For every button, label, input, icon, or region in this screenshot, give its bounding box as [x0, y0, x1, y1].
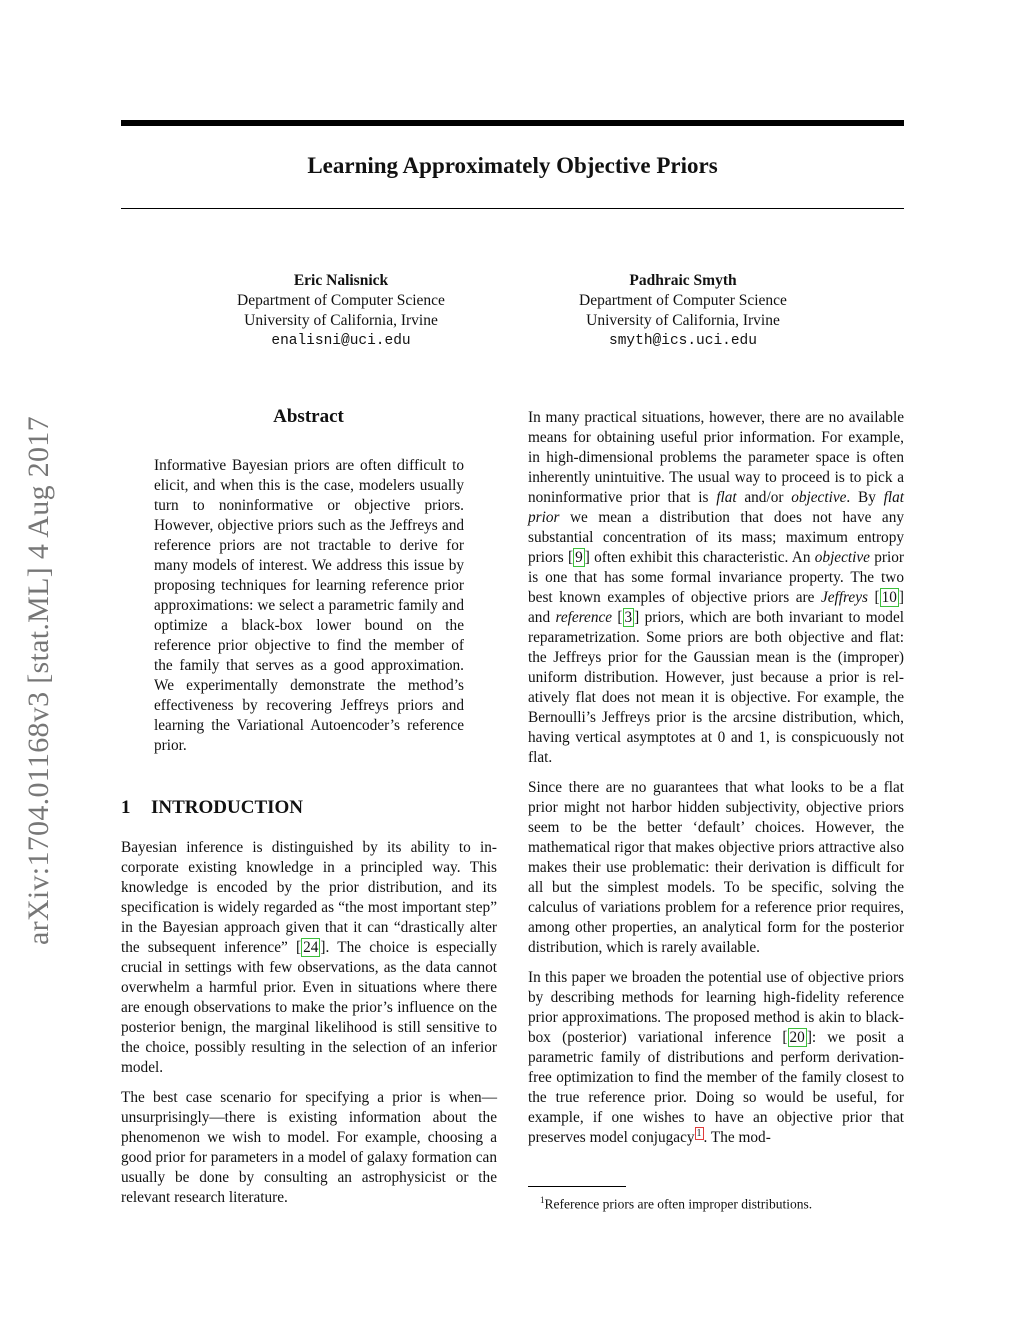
text-run: [ [867, 589, 880, 606]
emphasis: flat [716, 489, 737, 506]
section-title: INTRODUCTION [151, 797, 304, 818]
author-block-2 [533, 271, 833, 351]
text-run: . The mod- [703, 1129, 771, 1146]
emphasis: reference [555, 609, 613, 626]
intro-paragraph-4: Since there are no guarantees that what looks to be a flat prior might not harbor hidden subjectivity, objective priors seem to be the better ‘default’ choices. However, the mathematical rigor that makes objective priors attractive also makes their use problematic: their derivation is difficult for all but the simplest models. To be specific, solving the calculus of variations problem for a reference prior requires, among other properties, an analytical form for the posterior distribution, which is rarely available. [528, 779, 904, 956]
text-run: and/or [736, 489, 792, 506]
author-university: University of California, Irvine [586, 312, 780, 329]
author-email[interactable]: smyth@ics.uci.edu [609, 333, 757, 349]
author-name: Padhraic Smyth [629, 272, 737, 289]
section-heading [121, 795, 496, 821]
author-department: Department of Computer Science [579, 292, 787, 309]
footnote-link[interactable]: 1 [696, 1127, 702, 1139]
paper-title: Learning Approximately Objective Priors [307, 153, 718, 178]
text-run: Bayesian inference is distinguished by its ability to incorporate existing knowledge in a principled way. This knowledge is encoded by the prior distribution, and its specification is widely regarded as “the most important step” in the Bayesian approach given that it can “drastically alter the subsequent inference” [ [121, 839, 497, 956]
intro-paragraph-3 [528, 408, 904, 768]
author-department: Department of Computer Science [237, 292, 445, 309]
left-column [121, 838, 497, 1218]
citation-link[interactable]: 20 [789, 1029, 805, 1046]
emphasis: objective [791, 489, 847, 506]
text-run: . By [846, 489, 884, 506]
emphasis: Jeffreys [820, 589, 868, 606]
citation-link[interactable]: 3 [624, 609, 633, 626]
citation-link[interactable]: 9 [575, 549, 583, 566]
citation-link[interactable]: 24 [303, 939, 319, 956]
title-top-rule [121, 120, 904, 126]
text-run: ] priors, which are both invariant to model reparametrization. Some priors are both objective and flat: the Jeffreys prior for the Gaussian mean is the (improper) uniform distribution. However, just because a prior is relatively flat does not mean it is objective. For example, the Bernoulli’s Jeffreys prior is the arcsine distribution, which, having vertical asymptotes at 0 and 1, is conspicuously not flat. [528, 609, 904, 766]
author-name: Eric Nalisnick [293, 272, 389, 289]
intro-paragraph-1 [121, 838, 497, 1078]
abstract-text: Informative Bayesian priors are often difficult to elicit, and when this is the case, modelers usually turn to noninformative or objective priors. However, objective priors such as the Jeffreys and reference priors are not tractable to derive for many models of interest. We address this issue by proposing techniques for learning reference prior approximations: we select a parametric family and optimize a black-box lower bound on the reference prior objective to find the member of the family that serves as a good approximation. We experimentally demonstrate the method’s effectiveness by recovering Jeffreys priors and learning the Variational Autoencoder’s reference prior. [154, 457, 464, 754]
emphasis: objective [814, 549, 870, 566]
text-run: ]. The choice is especially crucial in settings with few observations, as the data cannot overwhelm a harmful prior. Even in situations where there are enough observations to make the prior’s influence on the posterior benign, the marginal likelihood is still sensitive to the choice, possibly resulting in the selection of an inferior model. [121, 939, 497, 1076]
title-bottom-rule [121, 208, 904, 209]
author-university: University of California, Irvine [244, 312, 438, 329]
right-column [528, 408, 904, 1158]
abstract-heading: Abstract [273, 406, 344, 427]
footnote-rule [528, 1186, 626, 1187]
footnote-mark: 1 [540, 1195, 545, 1205]
text-run: ]: we posit a parametric family of distributions and perform derivation-free optimization to find the member of the family closest to the true reference prior. Doing so would be useful, for example, if one wishes to have an objective prior that preserves model conjugacy [528, 1029, 904, 1146]
text-run: ] and [528, 589, 904, 626]
emphasis: flat prior [528, 489, 905, 526]
text-run: we mean a distribution that does not have any substantial concentration of its mass; maximum entropy priors [ [528, 509, 904, 566]
intro-paragraph-2: The best case scenario for specifying a prior is when— unsurprisingly—there is existing information about the phenomenon we wish to model. For example, choosing a good prior for parameters in a model of galaxy formation can usually be done by consulting an astrophysicist or the relevant research literature. [121, 1089, 497, 1206]
text-run: prior is one that has some formal invariance property. The two best known examples of objective priors are [528, 549, 905, 606]
text-run: ] often exhibit this characteristic. An [584, 549, 815, 566]
arxiv-stamp[interactable]: arXiv:1704.01168v3 [stat.ML] 4 Aug 2017 [22, 416, 55, 945]
footnote-text: Reference priors are often improper distributions. [544, 1196, 813, 1212]
intro-paragraph-5 [528, 968, 904, 1148]
citation-link[interactable]: 10 [881, 589, 897, 606]
author-email[interactable]: enalisni@uci.edu [271, 333, 411, 349]
text-run: [ [612, 609, 623, 626]
author-block-1 [191, 271, 491, 351]
footnote [540, 1191, 904, 1214]
text-run: In many practical situations, however, there are no available means for obtaining useful prior information. For example, in high-dimensional problems the parameter space is often inherently unintuitive. The usual way to proceed is to pick a noninformative prior that is [528, 409, 904, 506]
section-number: 1 [121, 797, 131, 818]
text-run: In this paper we broaden the potential use of objective priors by describing methods for learning high-fidelity reference prior approximations. The proposed method is akin to black-box (posterior) variational inference [ [528, 969, 904, 1046]
